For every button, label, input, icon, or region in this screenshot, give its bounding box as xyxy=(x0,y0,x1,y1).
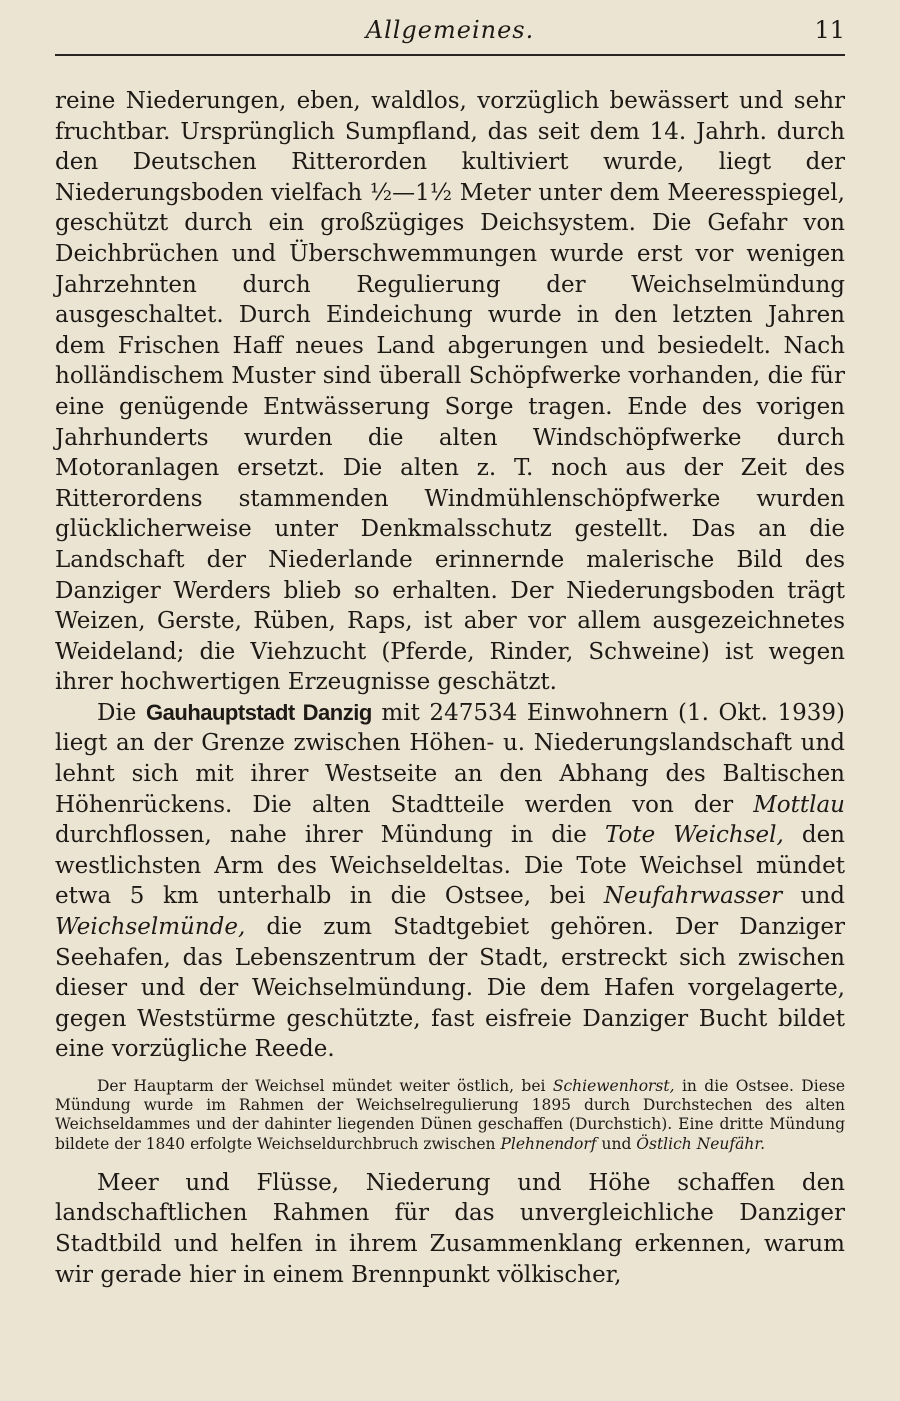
paragraph-meer-und-fluesse: Meer und Flüsse, Niederung und Höhe schaffen den landschaftlichen Rahmen für das unvergleichliche Danziger Stadtbild und helfen in ihrem Zusammenklang erkennen, warum wir gerade hier in einem Brennpunkt völkischer, xyxy=(55,1169,845,1288)
page-number: 11 xyxy=(814,16,845,44)
body-text xyxy=(55,86,845,1290)
place-neufahrwasser: Neufahrwasser xyxy=(603,883,783,910)
text-run: durchflossen, nahe ihrer Mündung in die xyxy=(55,822,605,849)
text-run: in die Ostsee. Diese Mündung wurde im Rahmen der Weichselregulierung 1895 durch Durchstechen des alten Weichseldammes und der dahinter liegenden Dünen geschaffen (Durchstich). Eine dritte Mündung bildete der 1840 erfolgte Weichseldurchbruch zwischen xyxy=(55,1077,845,1153)
paragraph-gauhauptstadt xyxy=(55,698,845,1065)
gauhauptstadt-heading: Gauhauptstadt Danzig xyxy=(146,699,372,725)
text-run: mit 247534 Einwohnern (1. Okt. 1939) liegt an der Grenze zwischen Höhen- u. Niederungslandschaft und lehnt sich mit ihrer Westseite an den Abhang des Baltischen Höhenrückens. Die alten Stadtteile werden von der xyxy=(55,699,846,818)
page-header xyxy=(55,14,845,56)
text-run: Der Hauptarm der Weichsel mündet weiter östlich, bei xyxy=(97,1077,553,1095)
text-run: die zum Stadtgebiet gehören. Der Danziger Seehafen, das Lebenszentrum der Stadt, erstreckt sich zwischen dieser und der Weichselmündung. Die dem Hafen vorgelagerte, gegen Weststürme geschützte, fast eisfreie Danziger Bucht bildet eine vorzügliche Reede. xyxy=(55,914,845,1063)
place-oestlich-neufaehr: Östlich Neufähr. xyxy=(636,1134,766,1153)
text-run: den westlichsten Arm des Weichseldeltas. Die Tote Weichsel mündet etwa 5 km unterhalb in die Ostsee, bei xyxy=(55,822,845,910)
text-run: Die xyxy=(97,699,147,726)
paragraph-niederungen: reine Niederungen, eben, waldlos, vorzüglich bewässert und sehr fruchtbar. Ursprünglich Sumpfland, das seit dem 14. Jahrh. durch den Deutschen Ritterorden kultiviert wurde, liegt der Niederungsboden vielfach ½—1½ Meter unter dem Meeresspiegel, geschützt durch ein großzügiges Deichsystem. Die Gefahr von Deichbrüchen und Überschwemmungen wurde erst vor wenigen Jahrzehnten durch Regulierung der Weichselmündung ausgeschaltet. Durch Eindeichung wurde in den letzten Jahren dem Frischen Haff neues Land abgerungen und besiedelt. Nach holländischem Muster sind überall Schöpfwerke vorhanden, die für eine genügende Entwässerung Sorge tragen. Ende des vorigen Jahrhunderts wurden die alten Windschöpfwerke durch Motoranlagen ersetzt. Die alten z. T. noch aus der Zeit des Ritterordens stammenden Windmühlenschöpfwerke wurden glücklicherweise unter Denkmalsschutz gestellt. Das an die Landschaft der Niederlande erinnernde malerische Bild des Danziger Werders blieb so erhalten. Der Niederungsboden trägt Weizen, Gerste, Rüben, Raps, ist aber vor allem ausgezeichnetes Weideland; die Viehzucht (Pferde, Rinder, Schweine) ist wegen ihrer hochwertigen Erzeugnisse geschätzt. xyxy=(55,88,845,696)
place-mottlau: Mottlau xyxy=(753,791,845,818)
footnote-weichsel xyxy=(55,1077,845,1154)
text-run: und xyxy=(782,883,845,910)
place-schiewenhorst: Schiewenhorst, xyxy=(552,1077,675,1095)
place-tote-weichsel: Tote Weichsel, xyxy=(604,822,784,849)
place-weichselmuende: Weichselmünde, xyxy=(55,914,246,941)
place-plehnendorf: Plehnendorf xyxy=(500,1134,597,1153)
running-head: Allgemeines. xyxy=(365,16,535,44)
text-run: und xyxy=(596,1134,637,1153)
